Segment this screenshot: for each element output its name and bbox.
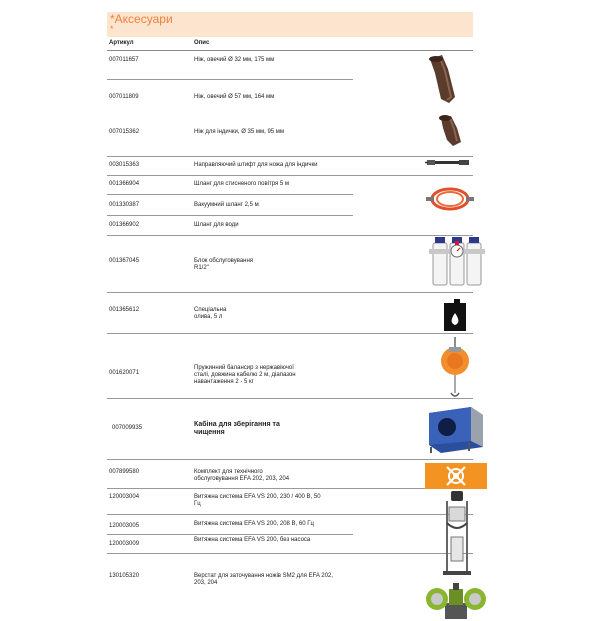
- row-divider: [107, 553, 473, 554]
- row-divider: [107, 459, 473, 460]
- item-code: 007011657: [109, 57, 139, 63]
- row-divider: [107, 333, 473, 334]
- item-description: [194, 307, 354, 321]
- item-description-line: Блок обслуговування: [194, 258, 254, 264]
- item-description-line: 203, 204: [194, 580, 218, 586]
- item-description-line: чищення: [194, 429, 225, 436]
- item-description-line: Кабіна для зберігання та: [194, 421, 280, 428]
- air-hose-image: [425, 181, 475, 217]
- item-description-line: Витяжна система EFA VS 200, 230 / 400 В, 50: [194, 494, 321, 500]
- item-code: 120003009: [109, 541, 140, 547]
- column-header-description: Опис: [194, 40, 210, 46]
- item-description-line: навантаження 2 - 5 кг: [194, 379, 254, 385]
- item-code: 001330387: [109, 202, 140, 208]
- item-code: 120003004: [109, 494, 140, 500]
- item-code: 003015363: [109, 162, 140, 168]
- row-divider: [107, 215, 353, 216]
- section-title-footnote-mark: *: [110, 24, 114, 34]
- item-code: 007899580: [109, 469, 140, 475]
- spring-balancer-image: [435, 337, 475, 399]
- row-divider: [107, 156, 473, 157]
- row-divider: [107, 194, 353, 195]
- item-description: [194, 365, 354, 386]
- accessories-table: [107, 51, 473, 601]
- item-description-line: сталі, довжина кабелю 2 м, діапазон: [194, 372, 296, 378]
- item-code: 007009935: [112, 425, 143, 431]
- section-title: *Аксесуари: [110, 12, 173, 26]
- item-description-line: R1/2": [194, 265, 209, 271]
- item-description: [194, 258, 354, 272]
- item-code: 007011809: [109, 94, 139, 100]
- item-description: [194, 421, 354, 437]
- item-description: [194, 469, 354, 483]
- item-description: [194, 573, 354, 587]
- item-code: 001366904: [109, 181, 140, 187]
- column-header-code: Артикул: [109, 40, 134, 46]
- row-divider: [107, 79, 353, 80]
- item-description: Ніж, овечий Ø 57 мм, 164 мм: [194, 94, 275, 100]
- item-code: 130105320: [109, 573, 140, 579]
- row-divider: [107, 488, 473, 489]
- maintenance-kit-image: [425, 463, 487, 489]
- item-description: [194, 494, 354, 508]
- item-description: Витяжна система EFA VS 200, 208 В, 60 Гц: [194, 521, 314, 527]
- row-divider: [107, 514, 473, 515]
- sharpening-machine-image: [423, 581, 489, 621]
- item-description-line: Верстат для заточування ножів SM2 для EFA 202,: [194, 573, 333, 579]
- item-description: Направляючий штифт для ножа для індички: [194, 162, 318, 168]
- item-description: Шланг для води: [194, 222, 239, 228]
- item-description-line: олива, 5 л: [194, 314, 223, 320]
- oil-can-image: [440, 297, 470, 333]
- sheep-knife-image: [425, 53, 461, 107]
- item-description-line: обслуговування EFA 202, 203, 204: [194, 476, 290, 482]
- item-description: Шланг для стисненого повітря 5 м: [194, 181, 290, 187]
- item-code: 001366902: [109, 222, 140, 228]
- item-description-line: Гц: [194, 501, 201, 507]
- row-divider: [107, 398, 473, 399]
- item-code: 007015362: [109, 129, 140, 135]
- guide-pin-image: [425, 158, 471, 168]
- turkey-knife-image: [435, 114, 465, 148]
- table-header: [107, 37, 473, 51]
- item-code: 001367045: [109, 258, 140, 264]
- item-description: Ніж, овечий Ø 32 мм, 175 мм: [194, 57, 275, 63]
- accessories-page: [107, 12, 473, 601]
- section-title-band: [107, 12, 473, 37]
- row-divider: [107, 534, 353, 535]
- item-description: Ніж для індички, Ø 35 мм, 95 мм: [194, 129, 285, 135]
- row-divider: [107, 235, 473, 236]
- item-description-line: Комплект для технічного: [194, 469, 263, 475]
- service-unit-image: [429, 237, 485, 293]
- extraction-system-image: [439, 491, 475, 577]
- item-description: Витяжна система EFA VS 200, без насоса: [194, 537, 311, 543]
- item-code: 120003005: [109, 523, 140, 529]
- item-code: 001365612: [109, 307, 140, 313]
- item-description-line: Спеціальна: [194, 307, 227, 313]
- item-code: 001620071: [109, 370, 140, 376]
- item-description: Вакуумний шланг 2,5 м: [194, 202, 259, 208]
- item-description-line: Пружинний балансир з нержавіючої: [194, 365, 294, 371]
- tools-icon: [425, 463, 487, 489]
- storage-cabin-image: [425, 403, 485, 455]
- row-divider: [107, 292, 473, 293]
- row-divider: [107, 175, 473, 176]
